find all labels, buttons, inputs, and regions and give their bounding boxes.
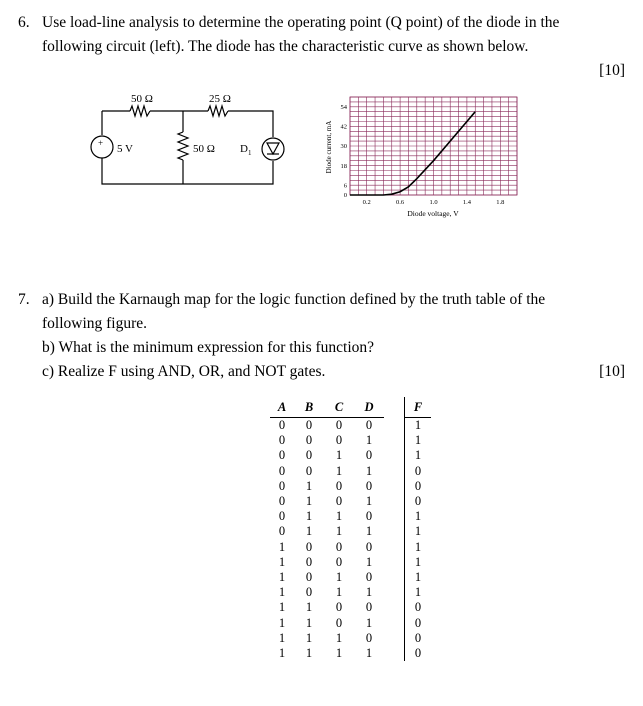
table-cell: 1 [278, 630, 286, 645]
table-cell: 0 [335, 539, 343, 554]
table-cell: 1 [365, 524, 373, 539]
q7-text-line2: following figure. [42, 315, 148, 332]
x-tick-label: 1.8 [496, 199, 505, 206]
table-cell: 1 [278, 600, 286, 615]
table-row [270, 600, 431, 615]
chart-x-axis-label: Diode voltage, V [407, 209, 459, 218]
source-label: 5 V [117, 143, 133, 155]
table-cell-f: 1 [405, 448, 432, 463]
diode-label: $D_1$ [240, 143, 252, 157]
table-cell: 1 [278, 569, 286, 584]
table-cell: 0 [278, 509, 286, 524]
table-cell-f: 1 [405, 555, 432, 570]
table-cell: 1 [365, 433, 373, 448]
table-cell: 0 [335, 433, 343, 448]
table-cell: 0 [365, 448, 373, 463]
table-cell: 1 [365, 554, 373, 569]
chart-y-axis-label: Diode current, mA [325, 120, 333, 174]
header-a: A [270, 397, 294, 418]
r3-label: 50 Ω [193, 143, 215, 155]
table-cell: 0 [278, 478, 286, 493]
table-cell: 1 [335, 630, 343, 645]
resistor-r3 [178, 132, 188, 160]
diode-d1 [262, 138, 284, 160]
resistor-r1 [130, 106, 150, 116]
table-cell-f: 1 [405, 540, 432, 555]
y-tick-label: 18 [340, 162, 347, 170]
table-cell-f: 1 [405, 509, 432, 524]
truth-table-header [270, 397, 431, 418]
header-d: D [354, 397, 384, 418]
table-cell: 0 [278, 494, 286, 509]
table-row [270, 646, 431, 661]
table-cell: 1 [278, 539, 286, 554]
table-row [270, 615, 431, 630]
table-row [270, 479, 431, 494]
header-b: B [294, 397, 324, 418]
table-cell-f: 0 [405, 631, 432, 646]
table-cell: 1 [278, 554, 286, 569]
q7-marks: [10] [599, 363, 625, 380]
table-cell: 0 [365, 600, 373, 615]
table-cell: 0 [305, 433, 313, 448]
table-cell: 0 [365, 539, 373, 554]
source-plus-sign: + [98, 138, 104, 148]
table-cell: 1 [278, 615, 286, 630]
table-row [270, 570, 431, 585]
table-cell: 0 [305, 539, 313, 554]
r1-label: 50 Ω [131, 93, 153, 105]
table-row [270, 540, 431, 555]
x-tick-label: 0.6 [396, 199, 405, 206]
table-cell: 1 [305, 494, 313, 509]
table-cell: 1 [335, 645, 343, 660]
y-tick-label: 54 [340, 104, 347, 111]
table-cell: 0 [278, 418, 286, 433]
table-cell: 0 [335, 554, 343, 569]
table-cell-f: 1 [405, 570, 432, 585]
resistor-r2 [208, 106, 228, 116]
q7-text-line3: b) What is the minimum expression for this function? [42, 339, 375, 356]
table-cell: 1 [335, 463, 343, 478]
table-cell: 1 [365, 494, 373, 509]
table-cell: 0 [305, 418, 313, 433]
table-cell: 0 [305, 554, 313, 569]
table-cell: 0 [335, 494, 343, 509]
table-cell-f: 1 [405, 433, 432, 448]
table-cell-f: 0 [405, 615, 432, 630]
diode-iv-curve [350, 112, 475, 195]
table-cell: 0 [365, 509, 373, 524]
table-row [270, 524, 431, 539]
table-row [270, 509, 431, 524]
y-tick-label: 42 [340, 123, 347, 131]
table-cell: 0 [335, 478, 343, 493]
table-cell-f: 0 [405, 600, 432, 615]
table-row [270, 448, 431, 463]
y-tick-label: 0 [343, 192, 347, 200]
table-cell: 1 [335, 509, 343, 524]
table-cell: 1 [278, 585, 286, 600]
table-cell: 1 [305, 645, 313, 660]
table-cell: 1 [335, 524, 343, 539]
table-cell-f: 1 [405, 585, 432, 600]
q6-text-line2: following circuit (left). The diode has the characteristic curve as shown below. [42, 38, 529, 55]
table-cell-f: 1 [405, 524, 432, 539]
table-cell: 1 [305, 509, 313, 524]
q7-number: 7. [18, 291, 30, 308]
table-row [270, 494, 431, 509]
table-cell: 1 [305, 478, 313, 493]
table-cell: 0 [335, 615, 343, 630]
x-tick-label: 1.4 [462, 199, 471, 206]
table-cell: 1 [305, 630, 313, 645]
header-f: F [405, 397, 432, 418]
table-cell: 0 [335, 600, 343, 615]
table-row [270, 555, 431, 570]
table-cell-f: 1 [405, 418, 432, 434]
table-cell: 0 [278, 433, 286, 448]
table-cell-f: 0 [405, 464, 432, 479]
q6-text-line1: Use load-line analysis to determine the operating point (Q point) of the diode in the [42, 14, 560, 31]
header-c: C [324, 397, 354, 418]
table-cell: 1 [305, 524, 313, 539]
table-cell: 0 [365, 478, 373, 493]
table-cell: 0 [365, 630, 373, 645]
table-cell: 0 [305, 569, 313, 584]
r2-label: 25 Ω [209, 93, 231, 105]
table-row [270, 585, 431, 600]
table-row [270, 631, 431, 646]
table-cell: 0 [305, 463, 313, 478]
table-cell: 1 [335, 569, 343, 584]
table-cell: 0 [278, 463, 286, 478]
y-tick-label: 30 [340, 143, 347, 151]
table-cell: 0 [278, 448, 286, 463]
table-cell: 1 [335, 585, 343, 600]
q7-text-line4: c) Realize F using AND, OR, and NOT gates. [42, 363, 326, 380]
table-cell-f: 0 [405, 494, 432, 509]
q7-text-line1: a) Build the Karnaugh map for the logic function defined by the truth table of the [42, 291, 546, 308]
table-cell-f: 0 [405, 646, 432, 661]
table-cell: 1 [278, 645, 286, 660]
table-cell: 1 [365, 615, 373, 630]
table-cell: 1 [365, 645, 373, 660]
q6-marks: [10] [599, 62, 625, 79]
table-cell: 1 [305, 615, 313, 630]
circuit-diagram [90, 88, 290, 188]
table-cell: 1 [305, 600, 313, 615]
table-cell: 0 [305, 448, 313, 463]
table-cell: 1 [335, 448, 343, 463]
truth-table [270, 397, 431, 661]
table-cell: 0 [335, 418, 343, 433]
table-cell: 0 [365, 418, 373, 433]
x-tick-label: 0.2 [362, 199, 371, 206]
x-tick-label: 1.0 [429, 199, 438, 206]
diode-characteristic-chart [323, 92, 523, 222]
table-cell: 0 [278, 524, 286, 539]
table-cell: 1 [365, 463, 373, 478]
table-row [270, 418, 431, 434]
table-cell: 0 [305, 585, 313, 600]
table-cell-f: 0 [405, 479, 432, 494]
table-cell: 0 [365, 569, 373, 584]
table-row [270, 464, 431, 479]
table-cell: 1 [365, 585, 373, 600]
y-tick-label: 6 [343, 182, 347, 190]
q6-number: 6. [18, 14, 30, 31]
table-row [270, 433, 431, 448]
